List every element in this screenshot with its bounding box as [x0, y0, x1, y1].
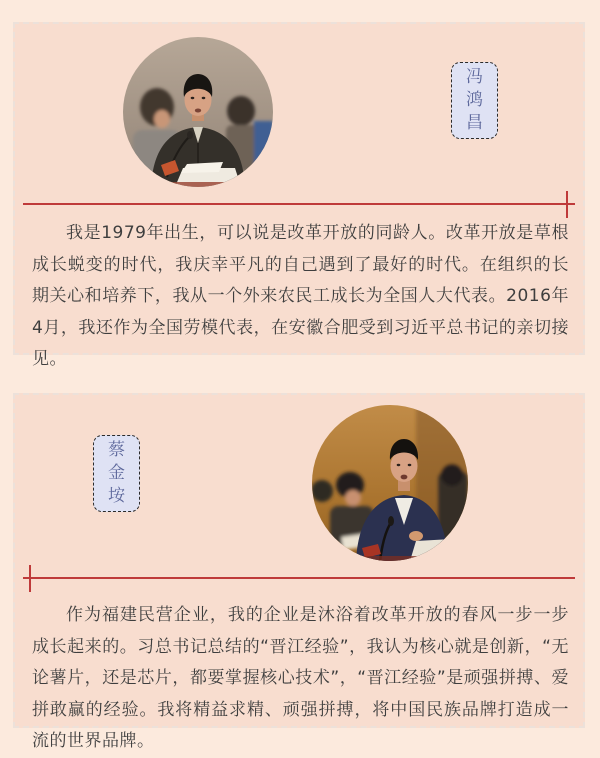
divider-tick [29, 565, 31, 592]
name-char: 冯 [466, 67, 483, 87]
speaker-quote-feng: 我是1979年出生，可以说是改革开放的同龄人。改革开放是草根成长蜕变的时代，我庆幸平凡的自己遇到了最好的时代。在组织的长期关心和培养下，我从一个外来农民工成长为全国人大代表。2016年4月，我还作为全国劳模代表，在安徽合肥受到习近平总书记的亲切接见。 [32, 223, 569, 369]
name-char: 蔡 [108, 440, 125, 460]
speaker-quote-cai: 作为福建民营企业，我的企业是沐浴着改革开放的春风一步一步成长起来的。习总书记总结的“晋江经验”，我认为核心就是创新，“无论薯片，还是芯片，都要掌握核心技术”，“晋江经验”是顽强拼搏、爱拼敢赢的经验。我将精益求精、顽强拼搏，将中国民族品牌打造成一流的世界品牌。 [32, 605, 569, 751]
name-char: 垵 [108, 486, 125, 506]
name-char: 昌 [466, 113, 483, 133]
name-char: 鸿 [466, 90, 483, 110]
red-divider [23, 203, 575, 205]
conference-photo-image [312, 405, 468, 561]
red-divider [23, 577, 575, 579]
speaker-photo-feng [123, 37, 273, 187]
speaker-photo-cai [312, 405, 468, 561]
conference-photo-image [123, 37, 273, 187]
speaker-name-box-cai [93, 435, 140, 512]
name-char: 金 [108, 463, 125, 483]
divider-tick [566, 191, 568, 218]
speaker-card-cai [13, 393, 585, 751]
speaker-name-box-feng [451, 62, 498, 139]
speaker-card-feng [13, 22, 585, 369]
